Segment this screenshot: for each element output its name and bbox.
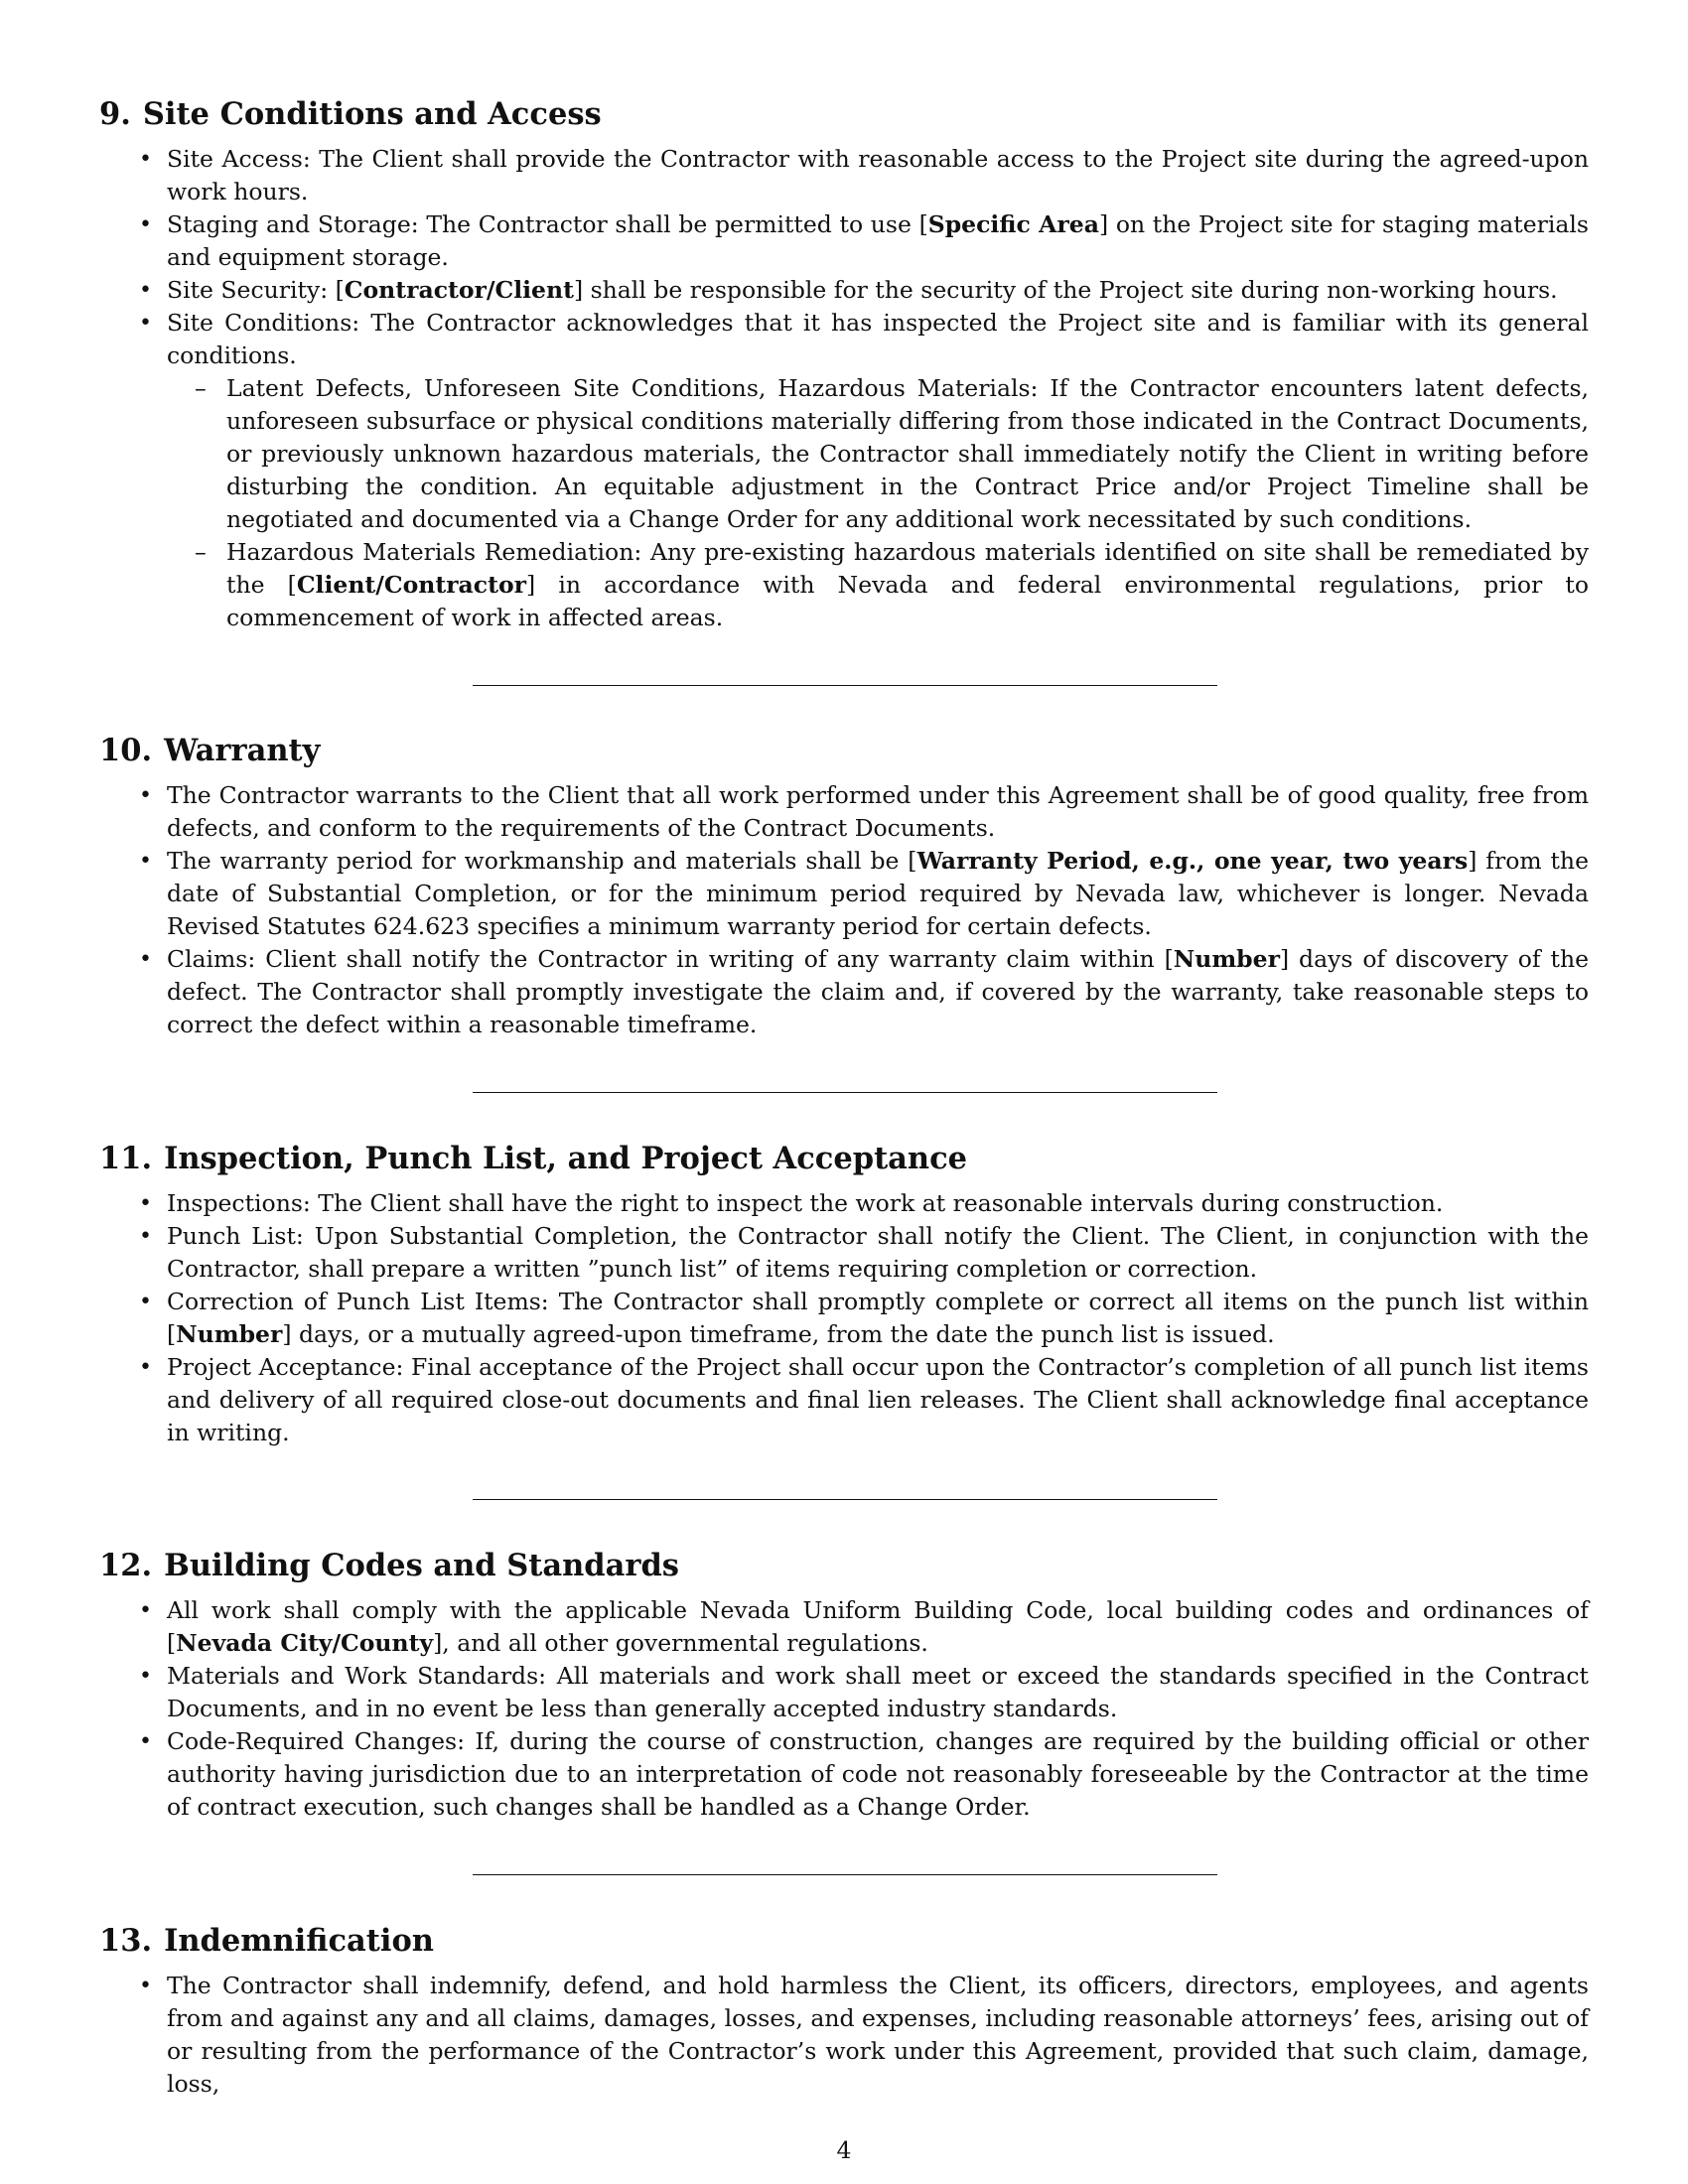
item-text: Inspections: The Client shall have the right to inspect the work at reasonable intervals during construction. [167,1189,1444,1217]
sub-list-item [167,536,1589,634]
item-text: The Contractor warrants to the Client that all work performed under this Agreement shall be of good quality, free from defects, and conform to the requirements of the Contract Documents. [167,781,1589,842]
item-text: ] from the date of Substantial Completion, or for the minimum period required by Nevada law, whichever is longer. Nevada Revised Statutes 624.623 specifies a minimum warranty period for certain defects. [167,847,1589,940]
item-text: ] on the Project site for staging materials and equipment storage. [167,210,1589,271]
item-text: Hazardous Materials Remediation: Any pre-existing hazardous materials identified on site shall be remediated by the [ [226,538,1589,599]
bullet-list [99,1594,1589,1824]
placeholder-field: Nevada City/County [176,1629,434,1657]
item-text: Site Access: The Client shall provide the Contractor with reasonable access to the Project site during the agreed-upon work hours. [167,145,1589,205]
sub-list [167,372,1589,634]
list-item [99,1594,1589,1660]
item-text: The Contractor shall indemnify, defend, and hold harmless the Client, its officers, directors, employees, and agents from and against any and all claims, damages, losses, and expenses, including reasonable attorneys’ fees, arising out of or resulting from the performance of the Contractor’s work under this Agreement, provided that such claim, damage, loss, [167,1972,1589,2098]
section-title: Building Codes and Standards [164,1548,679,1583]
placeholder-field: Warranty Period, e.g., one year, two years [916,847,1469,875]
bullet-list [99,1970,1589,2101]
section-13 [99,1922,1589,2101]
list-item [99,845,1589,943]
placeholder-field: Number [176,1320,283,1348]
sub-list-item [167,372,1589,536]
item-text: All work shall comply with the applicable Nevada Uniform Building Code, local building codes and ordinances of [ [167,1596,1589,1657]
section-heading [99,732,1589,769]
section-heading [99,95,1589,133]
list-item [99,143,1589,208]
section-10 [99,732,1589,1041]
section-divider [473,685,1217,686]
section-9 [99,95,1589,634]
placeholder-field: Client/Contractor [296,571,527,599]
item-text: Site Security: [ [167,276,345,304]
section-heading [99,1547,1589,1584]
section-number: 10. [99,733,153,768]
item-text: The warranty period for workmanship and materials shall be [ [167,847,917,875]
item-text: ] in accordance with Nevada and federal environmental regulations, prior to commencement of work in affected areas. [226,571,1590,631]
list-item [99,779,1589,845]
section-divider [473,1092,1217,1093]
item-text: ] shall be responsible for the security of the Project site during non-working hours. [573,276,1558,304]
placeholder-field: Specific Area [927,210,1099,238]
item-text: Correction of Punch List Items: The Contractor shall promptly complete or correct all items on the punch list within [ [167,1288,1589,1348]
section-title: Site Conditions and Access [142,96,602,132]
section-12 [99,1547,1589,1824]
item-text: Latent Defects, Unforeseen Site Conditions, Hazardous Materials: If the Contractor encounters latent defects, unforeseen subsurface or physical conditions materially differing from those indicated in the Contract Documents, or previously unknown hazardous materials, the Contractor shall immediately notify the Client in writing before disturbing the condition. An equitable adjustment in the Contract Price and/or Project Timeline shall be negotiated and documented via a Change Order for any additional work necessitated by such conditions. [226,374,1589,533]
item-text: Claims: Client shall notify the Contractor in writing of any warranty claim within [ [167,945,1174,973]
list-item [99,1351,1589,1449]
section-title: Indemnification [164,1923,434,1959]
placeholder-field: Number [1173,945,1280,973]
item-text: Project Acceptance: Final acceptance of the Project shall occur upon the Contractor’s completion of all punch list items and delivery of all required close-out documents and final lien releases. The Client shall acknowledge final acceptance in writing. [167,1353,1589,1446]
list-item [99,1970,1589,2101]
list-item [99,1187,1589,1220]
list-item [99,943,1589,1041]
section-title: Inspection, Punch List, and Project Acceptance [164,1141,968,1176]
list-item [99,274,1589,307]
item-text: Code-Required Changes: If, during the course of construction, changes are required by the building official or other authority having jurisdiction due to an interpretation of code not reasonably foreseeable by the Contractor at the time of contract execution, such changes shall be handled as a Change Order. [167,1727,1589,1821]
section-heading [99,1140,1589,1177]
item-text: ] days, or a mutually agreed-upon timeframe, from the date the punch list is issued. [282,1320,1275,1348]
list-item [99,307,1589,634]
list-item [99,1220,1589,1286]
page-number: 4 [836,2136,852,2164]
list-item [99,1286,1589,1351]
bullet-list [99,779,1589,1041]
section-11 [99,1140,1589,1449]
list-item [99,1725,1589,1824]
list-item [99,208,1589,274]
bullet-list [99,1187,1589,1449]
section-number: 13. [99,1923,153,1959]
item-text: Punch List: Upon Substantial Completion, the Contractor shall notify the Client. The Client, in conjunction with the Contractor, shall prepare a written ”punch list” of items requiring completion or correction. [167,1222,1589,1283]
item-text: ], and all other governmental regulations. [433,1629,928,1657]
section-number: 12. [99,1548,153,1583]
section-title: Warranty [164,733,321,768]
section-divider [473,1874,1217,1875]
section-heading [99,1922,1589,1960]
item-text: Materials and Work Standards: All materials and work shall meet or exceed the standards specified in the Contract Documents, and in no event be less than generally accepted industry standards. [167,1662,1589,1722]
item-text: Site Conditions: The Contractor acknowledges that it has inspected the Project site and is familiar with its general conditions. [167,309,1589,369]
section-number: 9. [99,96,131,132]
list-item [99,1660,1589,1725]
item-text: ] days of discovery of the defect. The Contractor shall promptly investigate the claim and, if covered by the warranty, take reasonable steps to correct the defect within a reasonable timeframe. [167,945,1589,1038]
item-text: Staging and Storage: The Contractor shall be permitted to use [ [167,210,928,238]
bullet-list [99,143,1589,634]
section-number: 11. [99,1141,153,1176]
section-divider [473,1499,1217,1500]
placeholder-field: Contractor/Client [344,276,574,304]
